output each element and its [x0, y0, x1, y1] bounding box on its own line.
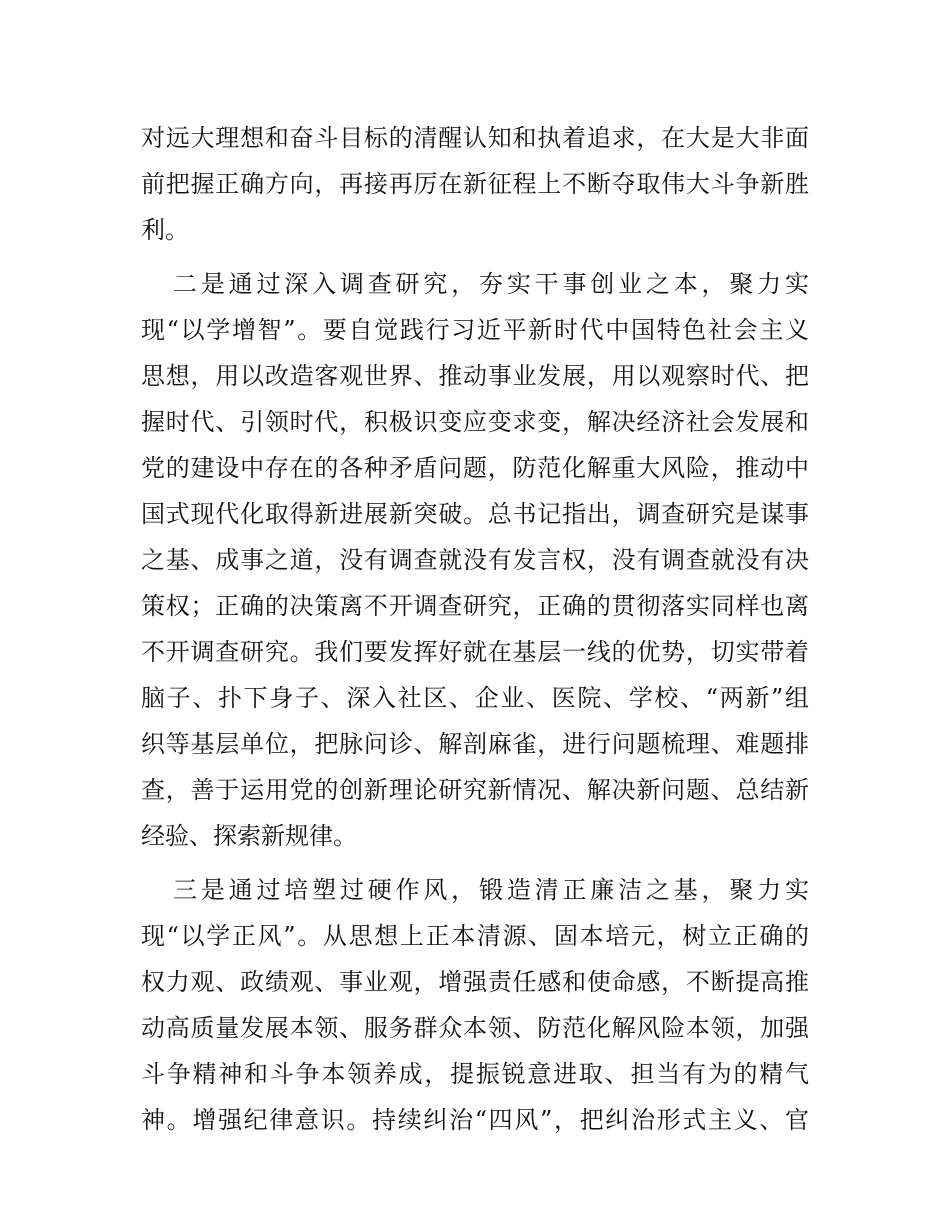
- text-line: 现“以学正风”。从思想上正本清源、固本培元，树立正确的: [141, 922, 809, 950]
- text-line: 党的建设中存在的各种矛盾问题，防范化解重大风险，推动中: [141, 454, 809, 482]
- paragraph-1: [141, 115, 809, 253]
- text-line: 前把握正确方向，再接再厉在新征程上不断夺取伟大斗争新胜: [141, 170, 809, 198]
- text-line: 策权；正确的决策离不开调查研究，正确的贯彻落实同样也离: [141, 592, 809, 620]
- text-line: 利。: [141, 216, 189, 244]
- text-line: 脑子、扑下身子、深入社区、企业、医院、学校、“两新”组: [141, 684, 809, 712]
- text-line: 神。增强纪律意识。持续纠治“四风”，把纠治形式主义、官: [141, 1106, 809, 1134]
- text-line: 二是通过深入调查研究，夯实干事创业之本，聚力实: [173, 270, 809, 298]
- text-line: 对远大理想和奋斗目标的清醒认知和执着追求，在大是大非面: [141, 124, 809, 152]
- text-line: 思想，用以改造客观世界、推动事业发展，用以观察时代、把: [141, 362, 809, 390]
- text-line: 握时代、引领时代，积极识变应变求变，解决经济社会发展和: [141, 408, 809, 436]
- paragraph-2: [141, 261, 809, 859]
- paragraph-3: [141, 867, 809, 1143]
- text-line: 现“以学增智”。要自觉践行习近平新时代中国特色社会主义: [141, 316, 809, 344]
- text-line: 查，善于运用党的创新理论研究新情况、解决新问题、总结新: [141, 776, 809, 804]
- text-line: 经验、探索新规律。: [141, 822, 357, 850]
- text-line: 斗争精神和斗争本领养成，提振锐意进取、担当有为的精气: [141, 1060, 809, 1088]
- text-line: 织等基层单位，把脉问诊、解剖麻雀，进行问题梳理、难题排: [141, 730, 809, 758]
- text-line: 动高质量发展本领、服务群众本领、防范化解风险本领，加强: [141, 1014, 809, 1042]
- text-line: 之基、成事之道，没有调查就没有发言权，没有调查就没有决: [141, 546, 809, 574]
- text-line: 权力观、政绩观、事业观，增强责任感和使命感，不断提高推: [141, 968, 809, 996]
- body-text: [141, 115, 809, 1143]
- text-line: 国式现代化取得新进展新突破。总书记指出，调查研究是谋事: [141, 500, 809, 528]
- text-line: 不开调查研究。我们要发挥好就在基层一线的优势，切实带着: [141, 638, 809, 666]
- text-line: 三是通过培塑过硬作风，锻造清正廉洁之基，聚力实: [173, 876, 809, 904]
